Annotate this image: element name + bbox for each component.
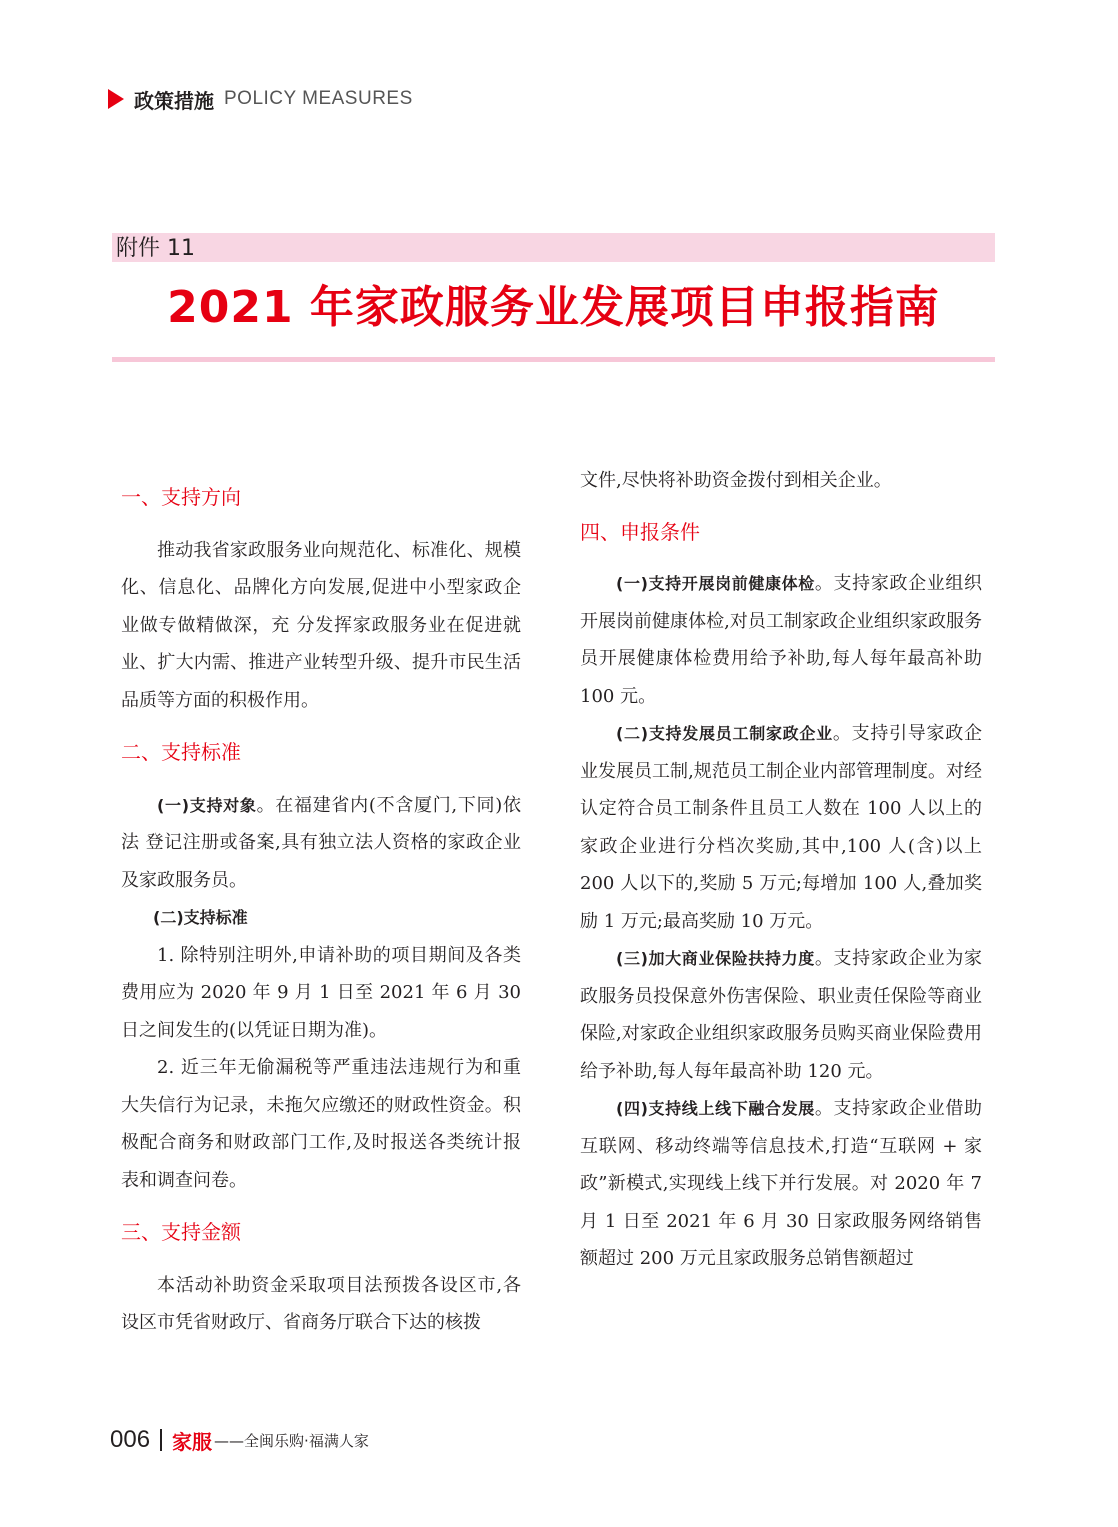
paragraph: (四)支持线上线下融合发展。支持家政企业借助互联网、移动终端等信息技术,打造“互联网 + 家政”新模式,实现线上线下并行发展。对 2020 年 7 月 1 日至 2021 年 6 月 30 日家政服务网络销售额超过 200 万元且家政服务总销售额超过 xyxy=(580,1098,982,1269)
subheading: (二)支持发展员工制家政企业 xyxy=(616,724,833,743)
section-heading-2: 二、支持标准 xyxy=(121,740,241,764)
section-name-cn: 政策措施 xyxy=(134,88,214,113)
subheading: (四)支持线上线下融合发展 xyxy=(616,1099,815,1118)
left-column xyxy=(121,476,521,1342)
triangle-icon xyxy=(108,89,124,109)
right-column xyxy=(580,462,982,1278)
magazine-name: 家服 xyxy=(172,1429,213,1454)
paragraph: (一)支持对象。在福建省内(不含厦门,下同)依法 登记注册或备案,具有独立法人资格的家政企业及家政服务员。 xyxy=(121,794,521,891)
section-name-en: POLICY MEASURES xyxy=(224,88,413,109)
section-heading-4: 四、申报条件 xyxy=(580,519,700,544)
magazine-tagline: ——全闽乐购·福满人家 xyxy=(214,1431,369,1450)
section-heading-1: 一、支持方向 xyxy=(121,485,241,509)
page-title: 2021 年家政服务业发展项目申报指南 xyxy=(167,282,940,333)
subheading: (一)支持开展岗前健康体检 xyxy=(616,574,815,593)
paragraph: (二)支持发展员工制家政企业。支持引导家政企业发展员工制,规范员工制企业内部管理制度。对经认定符合员工制条件且员工人数在 100 人以上的家政企业进行分档次奖励,其中,100 人(含)以上 200 人以下的,奖励 5 万元;每增加 100 人,叠加奖励 1 万元;最高奖励 10 万元。 xyxy=(580,723,982,932)
paragraph: 本活动补助资金采取项目法预拨各设区市,各设区市凭省财政厅、省商务厅联合下达的核拨 xyxy=(121,1274,521,1333)
subheading: (一)支持对象 xyxy=(157,795,257,815)
section-header xyxy=(108,86,413,112)
paragraph: (三)加大商业保险扶持力度。支持家政企业为家政服务员投保意外伤害保险、职业责任保险等商业保险,对家政企业组织家政服务员购买商业保险费用给予补助,每人每年最高补助 120 元。 xyxy=(580,948,982,1082)
paragraph: 2. 近三年无偷漏税等严重违法违规行为和重大失信行为记录，未拖欠应缴还的财政性资金。积极配合商务和财政部门工作,及时报送各类统计报表和调查问卷。 xyxy=(121,1057,521,1191)
page-footer xyxy=(110,1424,369,1456)
footer-divider xyxy=(160,1429,162,1451)
paragraph-continued: 文件,尽快将补助资金拨付到相关企业。 xyxy=(580,470,892,491)
attachment-label: 附件 11 xyxy=(116,236,195,261)
paragraph: 1. 除特别注明外,申请补助的项目期间及各类费用应为 2020 年 9 月 1 日至 2021 年 6 月 30 日之间发生的(以凭证日期为准)。 xyxy=(121,944,521,1041)
attachment-band xyxy=(112,233,995,262)
title-underline xyxy=(112,357,995,362)
subheading: (三)加大商业保险扶持力度 xyxy=(616,949,815,968)
section-heading-3: 三、支持金额 xyxy=(121,1220,241,1244)
paragraph: 推动我省家政服务业向规范化、标准化、规模化、信息化、品牌化方向发展,促进中小型家政企业做专做精做深，充 分发挥家政服务业在促进就业、扩大内需、推进产业转型升级、提升市民生活品质等方面的积极作用。 xyxy=(121,539,521,711)
subheading: (二)支持标准 xyxy=(153,908,248,927)
page-number: 006 xyxy=(110,1426,151,1453)
paragraph: (一)支持开展岗前健康体检。支持家政企业组织开展岗前健康体检,对员工制家政企业组织家政服务员开展健康体检费用给予补助,每人每年最高补助 100 元。 xyxy=(580,573,982,707)
